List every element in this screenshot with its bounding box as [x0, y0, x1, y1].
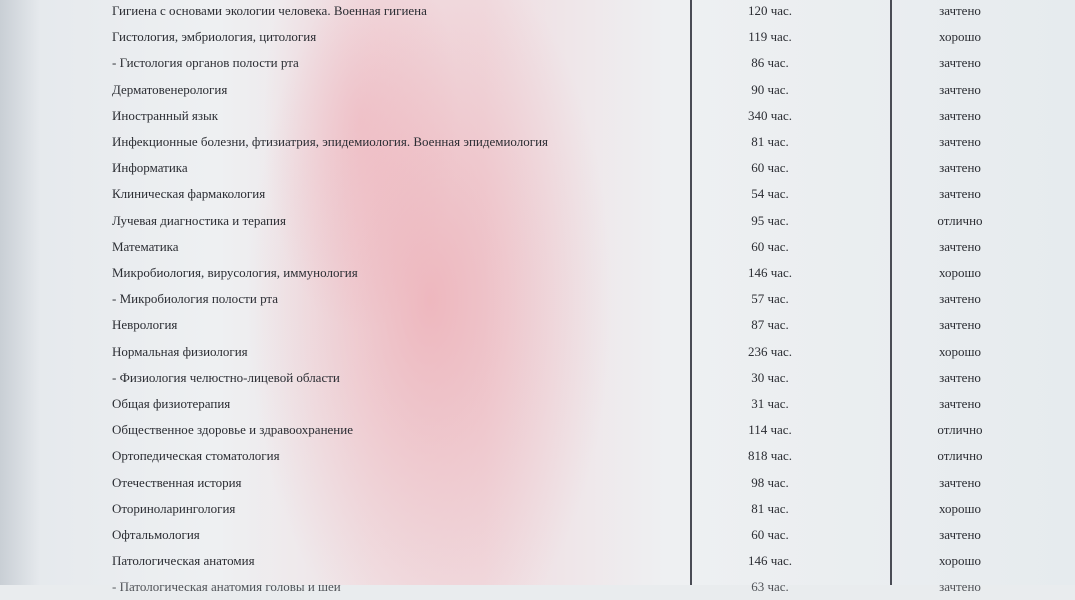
subject-hours: 114 час.: [748, 422, 792, 438]
subject-hours: 81 час.: [751, 500, 789, 516]
subject-name: - Микробиология полости рта: [112, 291, 279, 307]
subject-name: Математика: [112, 238, 179, 254]
subject-name: Оториноларингология: [112, 500, 236, 516]
subject-grade: зачтено: [939, 474, 981, 490]
subject-hours: 90 час.: [751, 81, 789, 97]
subject-grade: зачтено: [939, 160, 981, 176]
subject-grade: отлично: [937, 212, 983, 228]
subject-hours: 81 час.: [751, 134, 789, 149]
table-row: [0, 208, 1075, 234]
subject-hours: 146 час.: [747, 265, 793, 280]
subject-grade: хорошо: [938, 29, 981, 45]
subject-hours: 236 час.: [747, 343, 793, 359]
subject-hours: 60 час.: [751, 527, 789, 542]
subject-hours: 119 час.: [748, 29, 792, 45]
subject-hours: 87 час.: [751, 317, 789, 333]
subject-grade: зачтено: [939, 81, 981, 97]
subject-name: Общая физиотерапия: [112, 396, 231, 411]
table-row: [0, 470, 1075, 496]
subject-name: Микробиология, вирусология, иммунология: [112, 265, 358, 280]
subject-hours: 63 час.: [751, 579, 789, 595]
table-row: [0, 103, 1075, 129]
subject-grade: зачтено: [939, 396, 981, 411]
subject-grade: зачтено: [939, 369, 981, 385]
subject-name: Дерматовенерология: [112, 81, 228, 97]
subject-name: Инфекционные болезни, фтизиатрия, эпидемиология. Военная эпидемиология: [112, 134, 549, 149]
subject-hours: 86 час.: [751, 55, 789, 71]
subject-grade: зачтено: [939, 291, 981, 307]
subject-grade: зачтено: [939, 317, 981, 333]
table-row: [0, 77, 1075, 103]
subject-name: Гигиена с основами экологии человека. Военная гигиена: [112, 3, 427, 18]
subject-grade: хорошо: [938, 553, 981, 569]
subject-grade: зачтено: [939, 527, 981, 542]
subject-name: Иностранный язык: [112, 107, 219, 123]
subject-grade: зачтено: [939, 186, 981, 202]
subject-hours: 340 час.: [747, 107, 793, 123]
subject-grade: хорошо: [938, 500, 981, 516]
subject-name: Нормальная физиология: [112, 343, 248, 359]
table-row: [0, 0, 1075, 24]
subject-hours: 146 час.: [747, 553, 793, 569]
subject-hours: 818 час.: [747, 448, 793, 464]
table-row: [0, 50, 1075, 76]
subject-hours: 54 час.: [751, 186, 789, 202]
subject-name: Ортопедическая стоматология: [112, 448, 280, 464]
subject-name: Лучевая диагностика и терапия: [112, 212, 286, 228]
subject-name: Патологическая анатомия: [112, 553, 255, 569]
subject-name: Отечественная история: [112, 474, 242, 490]
subject-name: Общественное здоровье и здравоохранение: [112, 422, 353, 438]
subject-name: Офтальмология: [112, 527, 200, 542]
table-row: [0, 339, 1075, 365]
subject-hours: 60 час.: [751, 238, 789, 254]
subject-name: Неврология: [112, 317, 178, 333]
table-row: [0, 417, 1075, 443]
table-row: [0, 129, 1075, 155]
table-row: [0, 365, 1075, 391]
subject-grade: хорошо: [938, 343, 981, 359]
subject-grade: зачтено: [939, 3, 981, 18]
table-row: [0, 155, 1075, 181]
table-row: [0, 286, 1075, 312]
table-row: [0, 574, 1075, 600]
table-row: [0, 260, 1075, 286]
table-row: [0, 391, 1075, 417]
table-row: [0, 24, 1075, 50]
subject-hours: 57 час.: [751, 291, 789, 307]
subject-grade: зачтено: [939, 579, 981, 595]
table-row: [0, 496, 1075, 522]
subject-grade: хорошо: [938, 265, 981, 280]
subject-grade: отлично: [937, 448, 983, 464]
subject-grade: зачтено: [939, 107, 981, 123]
subject-hours: 31 час.: [751, 396, 789, 411]
subject-grade: зачтено: [939, 134, 981, 149]
table-row: [0, 522, 1075, 548]
subject-hours: 98 час.: [751, 474, 789, 490]
table-row: [0, 181, 1075, 207]
table-row: [0, 548, 1075, 574]
subject-grade: отлично: [937, 422, 983, 438]
subject-hours: 30 час.: [751, 369, 789, 385]
subject-hours: 95 час.: [751, 212, 789, 228]
subject-name: - Патологическая анатомия головы и шеи: [112, 579, 341, 595]
subject-name: - Физиология челюстно-лицевой области: [112, 369, 340, 385]
subject-hours: 60 час.: [751, 160, 789, 176]
subject-grade: зачтено: [939, 55, 981, 71]
subject-grade: зачтено: [939, 238, 981, 254]
subject-name: Гистология, эмбриология, цитология: [112, 29, 317, 45]
table-row: [0, 443, 1075, 469]
table-row: [0, 312, 1075, 338]
subject-name: - Гистология органов полости рта: [112, 55, 299, 71]
subject-name: Клиническая фармакология: [112, 186, 266, 202]
table-row: [0, 234, 1075, 260]
subject-name: Информатика: [112, 160, 188, 176]
subject-hours: 120 час.: [747, 3, 793, 18]
